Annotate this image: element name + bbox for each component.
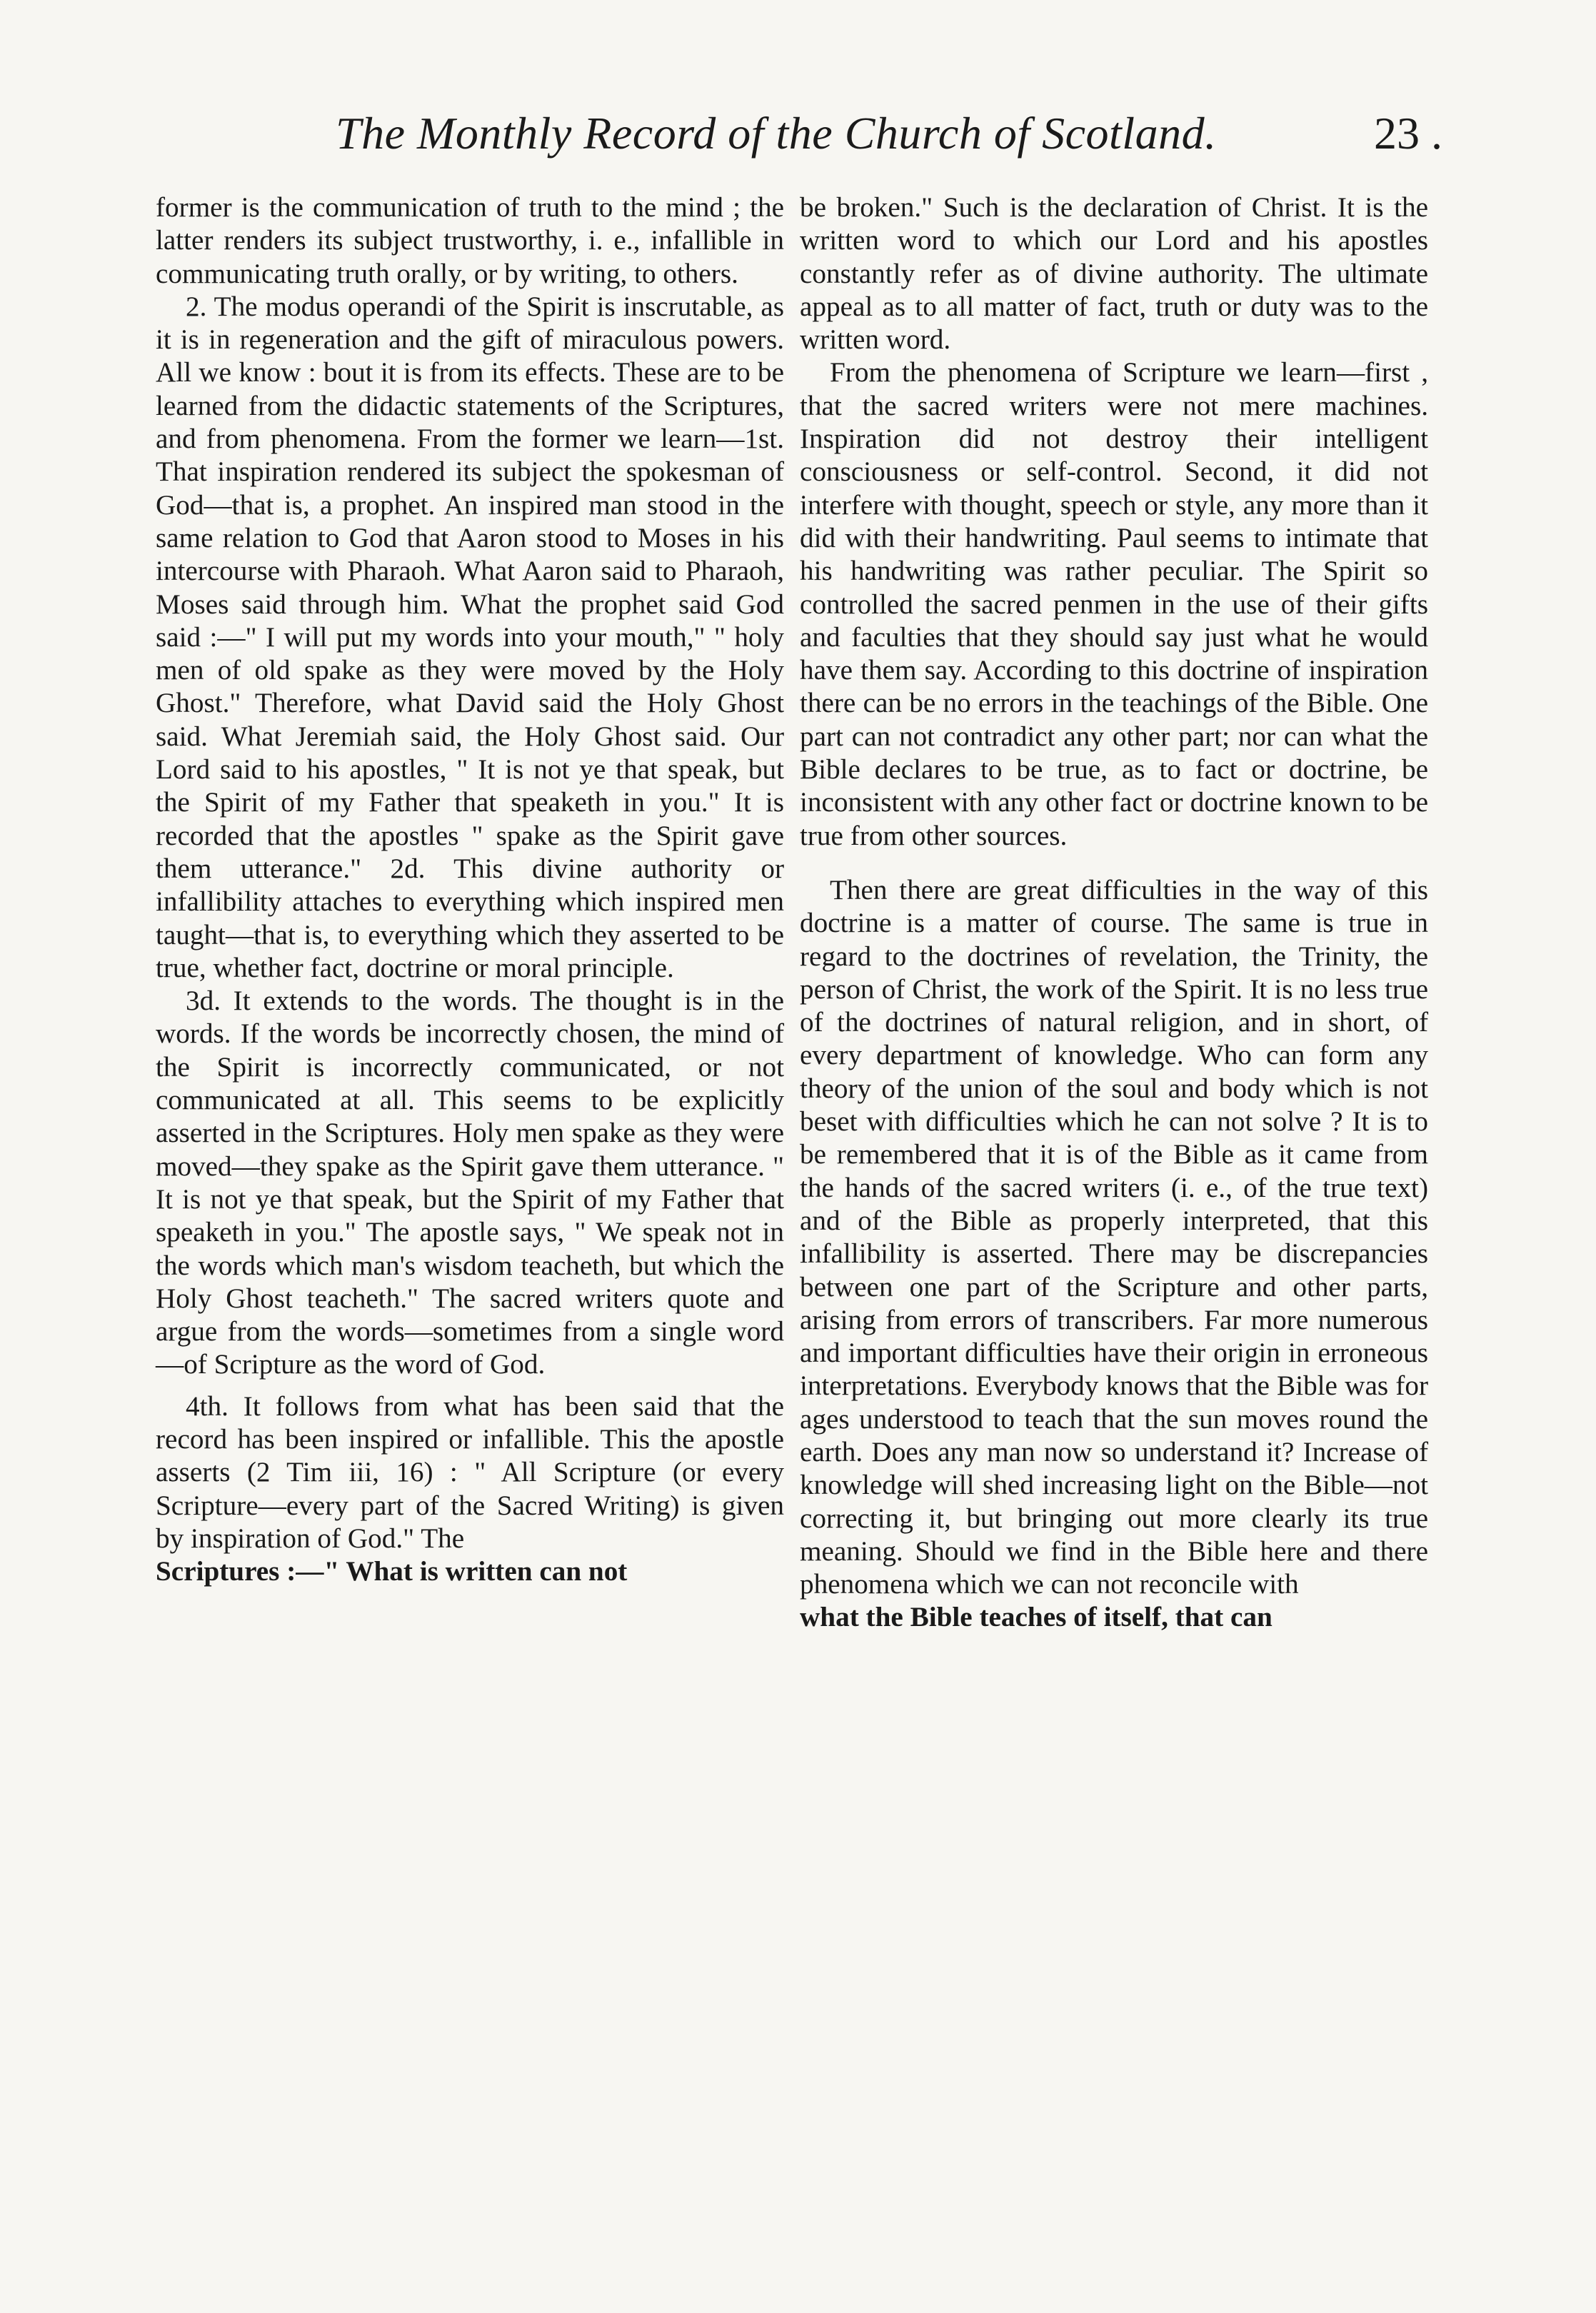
- paragraph: Then there are great difficulties in the way of this doctrine is a matter of course. The same is true in regard to the doctrines of revelation, the Trinity, the person of Christ, the work of the Spirit. It is no less true of the doctrines of natural religion, and in short, of every department of knowledge. Who can form any theory of the union of the soul and body which is not beset with difficulties which he can not solve ? It is to be remembered that it is of the Bible as it came from the hands of the sacred writers (i. e., of the true text) and of the Bible as properly interpreted, that this infallibility is asserted. There may be discrepancies between one part of the Scripture and other parts, arising from errors of transcribers. Far more numerous and important difficulties have their origin in erroneous interpretations. Everybody knows that the Bible was for ages understood to teach that the sun moves round the earth. Does any man now so understand it? Increase of knowledge will shed increasing light on the Bible—not correcting it, but bringing out more clearly its true meaning. Should we find in the Bible here and there phenomena which we can not reconcile with: [800, 874, 1428, 1600]
- paragraph: 4th. It follows from what has been said that the record has been inspired or infallible. This the apostle asserts (2 Tim iii, 16) : " All Scripture (or every Scripture—every part of the Sacred Writing) is given by inspiration of God." The: [156, 1390, 784, 1554]
- paragraph: 2. The modus operandi of the Spirit is inscrutable, as it is in regeneration and the gift of miraculous powers. All we know : bout it is from its effects. These are to be learned from the didactic statements of the Scriptures, and from phenomena. From the former we learn—1st. That inspiration rendered its subject the spokesman of God—that is, a prophet. An inspired man stood in the same relation to God that Aaron stood to Moses in his intercourse with Pharaoh. What Aaron said to Pharaoh, Moses said through him. What the prophet said God said :—" I will put my words into your mouth," " holy men of old spake as they were moved by the Holy Ghost." Therefore, what David said the Holy Ghost said. What Jeremiah said, the Holy Ghost said. Our Lord said to his apostles, " It is not ye that speak, but the Spirit of my Father that speaketh in you." It is recorded that the apostles " spake as the Spirit gave them utterance." 2d. This divine authority or infallibility attaches to everything which inspired men taught—that is, to everything which they asserted to be true, whether fact, doctrine or moral principle.: [156, 291, 784, 983]
- paragraph: Scriptures :—" What is written can not: [156, 1556, 628, 1587]
- page-number: 23 .: [1374, 108, 1442, 159]
- paragraph: former is the communication of truth to the mind ; the latter renders its subject trustworthy, i. e., infallible in communicating truth orally, or by writing, to others.: [156, 192, 784, 289]
- paragraph: what the Bible teaches of itself, that can: [800, 1602, 1273, 1633]
- right-column: [800, 191, 1428, 1635]
- running-header: [157, 107, 1442, 179]
- paragraph: be broken." Such is the declaration of Christ. It is the written word to which our Lord and his apostles constantly refer as of divine authority. The ultimate appeal as to all matter of fact, truth or duty was to the written word.: [800, 192, 1428, 356]
- journal-title: The Monthly Record of the Church of Scotland.: [336, 108, 1217, 159]
- left-column: [156, 191, 784, 1588]
- paragraph: 3d. It extends to the words. The thought is in the words. If the words be incorrectly chosen, the mind of the Spirit is incorrectly communicated, or not communicated at all. This seems to be explicitly asserted in the Scriptures. Holy men spake as they were moved—they spake as the Spirit gave them utterance. " It is not ye that speak, but the Spirit of my Father that speaketh in you." The apostle says, " We speak not in the words which man's wisdom teacheth, but which the Holy Ghost teacheth." The sacred writers quote and argue from the words—sometimes from a single word—of Scripture as the word of God.: [156, 985, 784, 1380]
- paragraph: From the phenomena of Scripture we learn—first , that the sacred writers were not mere machines. Inspiration did not destroy their intelligent consciousness or self-control. Second, it did not interfere with thought, speech or style, any more than it did with their handwriting. Paul seems to intimate that his handwriting was rather peculiar. The Spirit so controlled the sacred penmen in the use of their gifts and faculties that they should say just what he would have them say. According to this doctrine of inspiration there can be no errors in the teachings of the Bible. One part can not contradict any other part; nor can what the Bible declares to be true, as to fact or doctrine, be inconsistent with any other fact or doctrine known to be true from other sources.: [800, 357, 1428, 851]
